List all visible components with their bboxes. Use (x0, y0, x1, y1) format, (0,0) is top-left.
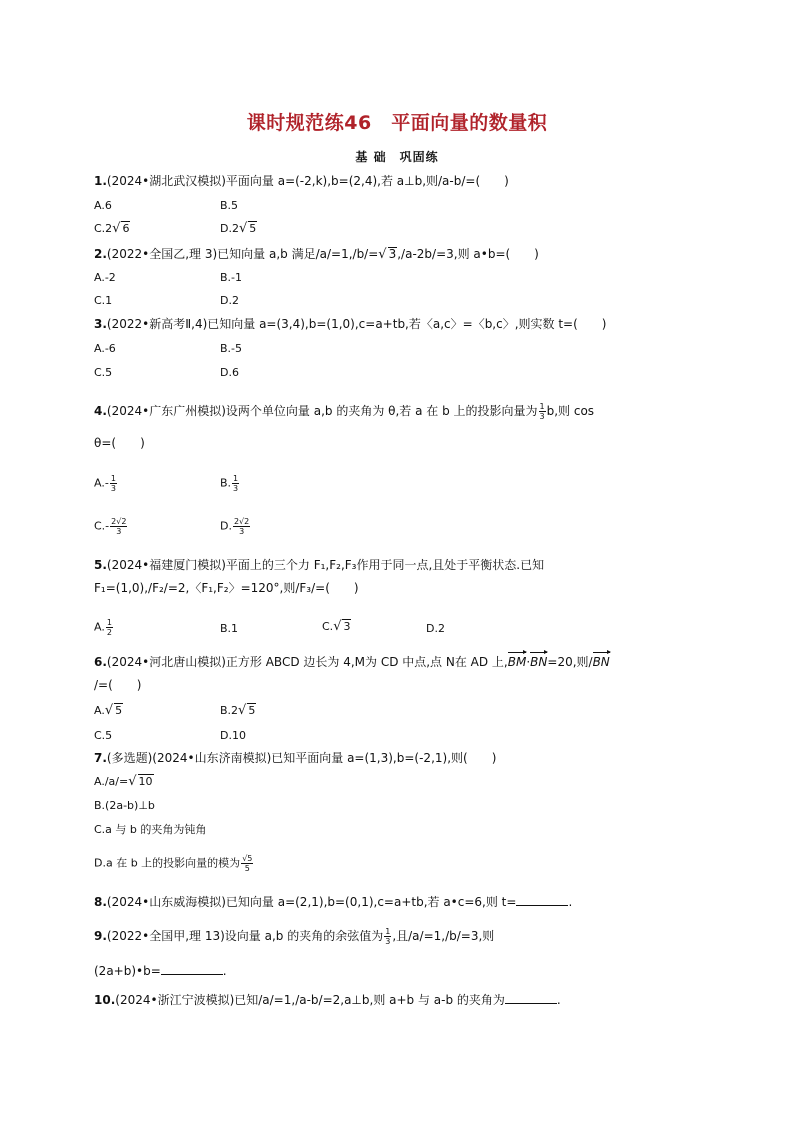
option-a: A.√ 5 (94, 703, 123, 718)
option-a: A./a/=√ 10 (94, 774, 153, 789)
question-number: 3. (94, 317, 107, 331)
option-d: D.a 在 b 上的投影向量的模为 $\frac{√5}{5}$ (94, 854, 253, 873)
question-text: (2024•山东威海模拟)已知向量 a=(2,1),b=(0,1),c=a+tb,若 a•c=6,则 t= (106, 895, 517, 909)
fraction: $\frac{1}{3}$ (539, 402, 545, 421)
question-5 (94, 557, 544, 573)
option-c: C.√ 3 (322, 619, 351, 634)
question-6: 6.(2024•河北唐山模拟)正方形 ABCD 边长为 4,M为 CD 中点,点 N在 AD 上,BM·BN=20,则/BN (94, 655, 610, 669)
option-d: D.2 (426, 622, 445, 635)
question-number: 8. (94, 895, 107, 909)
option-d: D. $\frac{2√2}{3}$ (220, 517, 250, 536)
option-a: A.6 (94, 199, 112, 212)
option-b: B.1 (220, 622, 239, 635)
option-c: C.- $\frac{2√2}{3}$ (94, 517, 127, 536)
question-text: (2024•湖北武汉模拟)平面向量 a=(-2,k),b=(2,4),若 a⊥b,则/a-b/=( ) (106, 174, 509, 188)
option-c: C.5 (94, 729, 113, 742)
vector-bm: BM (507, 655, 527, 669)
question-number: 4. (94, 404, 107, 418)
option-c: C.5 (94, 366, 113, 379)
question-text: (多选题)(2024•山东济南模拟)已知平面向量 a=(1,3),b=(-2,1),则( ) (106, 751, 497, 765)
option-b: B.(2a-b)⊥b (94, 799, 155, 812)
option-a: A.-6 (94, 342, 116, 355)
option-c: C.2√ 6 (94, 221, 130, 236)
question-number: 1. (94, 174, 107, 188)
option-b: B. $\frac{1}{3}$ (220, 474, 239, 493)
question-5-cont: F₁=(1,0),/F₂/=2,〈F₁,F₂〉=120°,则/F₃/=( ) (94, 581, 359, 595)
question-2: 2.(2022•全国乙,理 3)已知向量 a,b 满足/a/=1,/b/=√ 3,/a-2b/=3,则 a•b=( ) (94, 247, 539, 262)
question-text: (2022•新高考Ⅱ,4)已知向量 a=(3,4),b=(1,0),c=a+tb,若〈a,c〉=〈b,c〉,则实数 t=( ) (106, 317, 607, 331)
question-text: (2024•浙江宁波模拟)已知/a/=1,/a-b/=2,a⊥b,则 a+b 与 a-b 的夹角为 (115, 993, 505, 1007)
question-9-cont: (2a+b)•b= . (94, 964, 227, 978)
answer-blank[interactable] (516, 893, 568, 906)
question-number: 5. (94, 558, 107, 572)
question-9: 9.(2022•全国甲,理 13)设向量 a,b 的夹角的余弦值为 $\frac{1}{3}$ ,且/a/=1,/b/=3,则 (94, 927, 495, 946)
option-c: C.a 与 b 的夹角为钝角 (94, 823, 207, 836)
question-number: 10. (94, 993, 116, 1007)
question-text: (2024•河北唐山模拟)正方形 ABCD 边长为 4,M为 CD 中点,点 N在 AD 上, (106, 655, 508, 669)
question-text: (2024•广东广州模拟)设两个单位向量 a,b 的夹角为 θ,若 a 在 b 上的投影向量为 (106, 404, 538, 418)
question-3 (94, 316, 606, 332)
question-text: (2024•福建厦门模拟)平面上的三个力 F₁,F₂,F₃作用于同一点,且处于平衡状态.已知 (106, 558, 545, 572)
question-1 (94, 173, 509, 189)
option-b: B.-1 (220, 271, 243, 284)
question-8: 8.(2024•山东威海模拟)已知向量 a=(2,1),b=(0,1),c=a+tb,若 a•c=6,则 t= . (94, 895, 573, 909)
vector-bn: BN (530, 655, 548, 669)
option-b: B.2√ 5 (220, 703, 256, 718)
question-number: 6. (94, 655, 107, 669)
question-text: (2022•全国甲,理 13)设向量 a,b 的夹角的余弦值为 (106, 929, 384, 943)
question-7 (94, 750, 496, 766)
question-10: 10.(2024•浙江宁波模拟)已知/a/=1,/a-b/=2,a⊥b,则 a+b 与 a-b 的夹角为 . (94, 993, 561, 1007)
fraction: $\frac{1}{3}$ (385, 927, 391, 946)
option-b: B.5 (220, 199, 239, 212)
section-heading: 基 础 巩固练 (355, 150, 439, 164)
option-a: A. $\frac{1}{2}$ (94, 618, 112, 637)
vector-bn: BN (592, 655, 610, 669)
option-d: D.2 (220, 294, 239, 307)
option-d: D.10 (220, 729, 246, 742)
question-number: 7. (94, 751, 107, 765)
option-b: B.-5 (220, 342, 243, 355)
question-4: 4.(2024•广东广州模拟)设两个单位向量 a,b 的夹角为 θ,若 a 在 b 上的投影向量为 $\frac{1}{3}$ b,则 cos (94, 402, 595, 421)
question-number: 2. (94, 247, 107, 261)
question-4-cont: θ=( ) (94, 436, 145, 450)
answer-blank[interactable] (505, 991, 557, 1004)
question-number: 9. (94, 929, 107, 943)
option-a: A.- $\frac{1}{3}$ (94, 474, 116, 493)
option-d: D.6 (220, 366, 239, 379)
question-text: (2022•全国乙,理 3)已知向量 a,b 满足/a/=1,/b/= (106, 247, 379, 261)
option-c: C.1 (94, 294, 113, 307)
option-d: D.2√ 5 (220, 221, 257, 236)
option-a: A.-2 (94, 271, 116, 284)
page-title: 课时规范练46 平面向量的数量积 (246, 112, 548, 134)
question-6-cont: /=( ) (94, 678, 142, 692)
answer-blank[interactable] (161, 962, 223, 975)
